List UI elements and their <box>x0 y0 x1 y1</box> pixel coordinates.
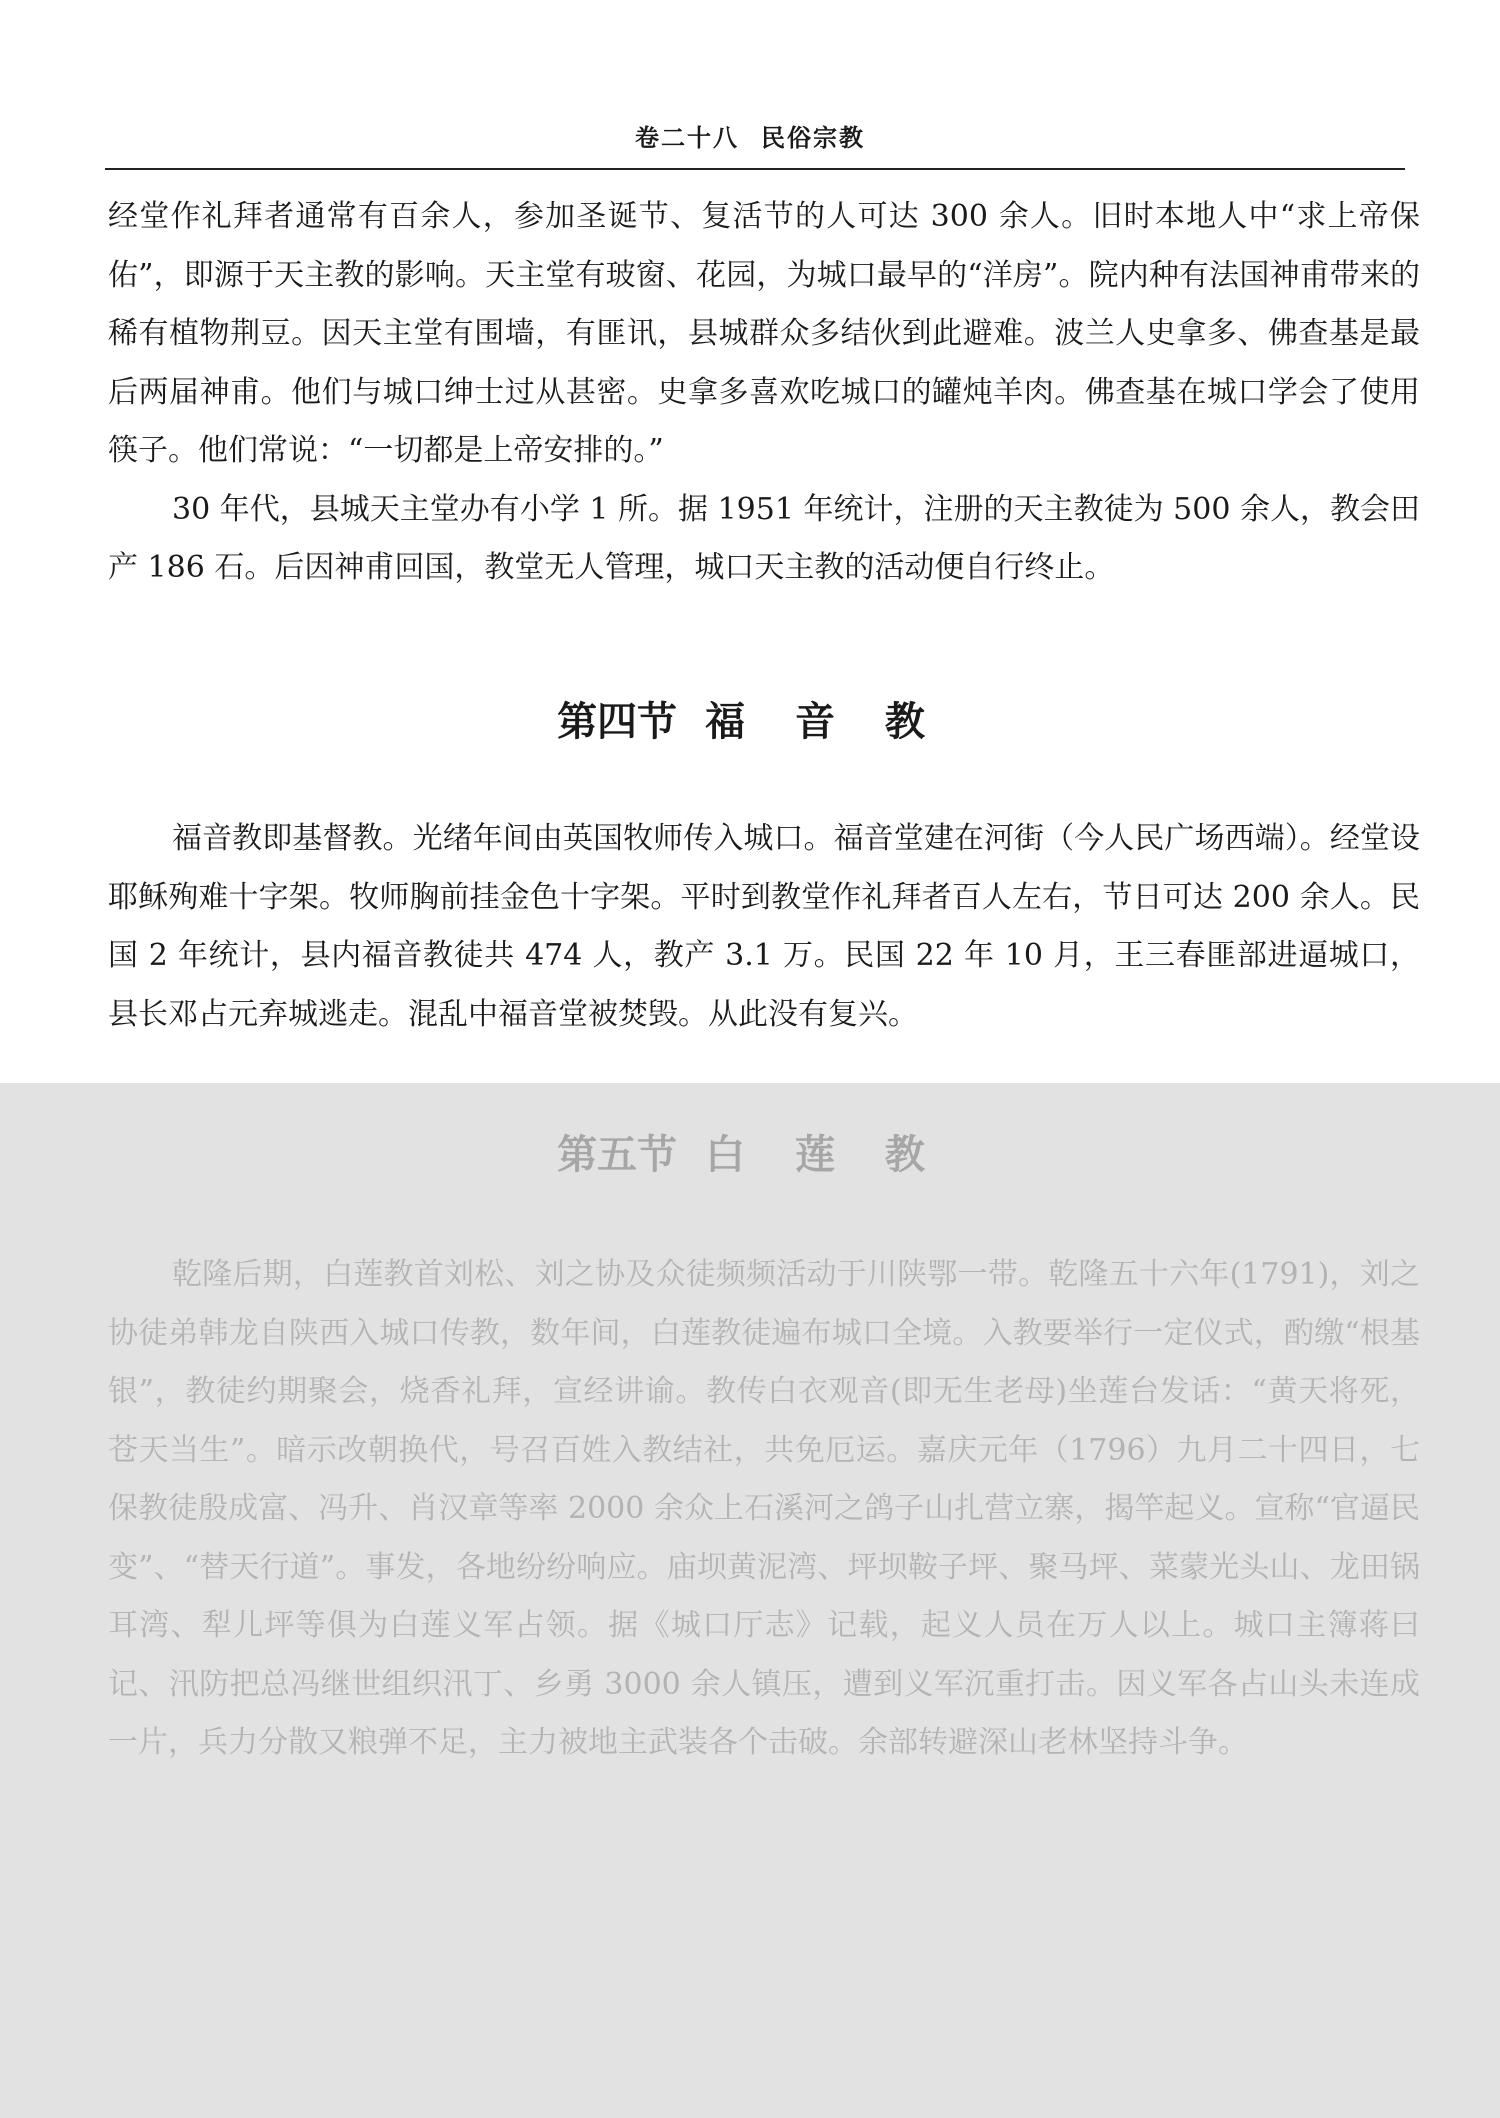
section4-body <box>108 810 1420 1044</box>
running-head-volume: 卷二十八 <box>635 123 739 152</box>
section5-title: 白 莲 教 <box>705 1131 943 1178</box>
running-head-title: 民俗宗教 <box>761 123 865 152</box>
running-head <box>0 118 1500 153</box>
paragraph-catholic-end: 30 年代，县城天主堂办有小学 1 所。据 1951 年统计，注册的天主教徒为 500 余人，教会田产 186 石。后因神甫回国，教堂无人管理，城口天主教的活动便自行终止。 <box>108 491 1420 585</box>
section5-paragraph: 乾隆后期，白莲教首刘松、刘之协及众徒频频活动于川陕鄂一带。乾隆五十六年(1791)，刘之协徒弟韩龙自陕西入城口传教，数年间，白莲教徒遍布城口全境。入教要举行一定仪式，酌缴“根基银”，教徒约期聚会，烧香礼拜，宣经讲谕。教传白衣观音(即无生老母)坐莲台发话：“黄天将死，苍天当生”。暗示改朝换代，号召百姓入教结社，共免厄运。嘉庆元年（1796）九月二十四日，七保教徒殷成富、冯升、肖汉章等率 2000 余众上石溪河之鸽子山扎营立寨，揭竿起义。宣称“官逼民变”、“替天行道”。事发，各地纷纷响应。庙坝黄泥湾、坪坝鞍子坪、聚马坪、菜蒙光头山、龙田锅耳湾、犁儿坪等俱为白莲义军占领。据《城口厅志》记载，起义人员在万人以上。城口主簿蒋曰记、汛防把总冯继世组织汛丁、乡勇 3000 余人镇压，遭到义军沉重打击。因义军各占山头未连成一片，兵力分散又粮弹不足，主力被地主武装各个击破。余部转避深山老林坚持斗争。 <box>108 1257 1420 1760</box>
section4-paragraph: 福音教即基督教。光绪年间由英国牧师传入城口。福音堂建在河街（今人民广场西端）。经堂设耶稣殉难十字架。牧师胸前挂金色十字架。平时到教堂作礼拜者百人左右，节日可达 200 余人。民国 2 年统计，县内福音教徒共 474 人，教产 3.1 万。民国 22 年 10 月，王三春匪部进逼城口，县长邓占元弃城逃走。混乱中福音堂被焚毁。从此没有复兴。 <box>108 821 1420 1032</box>
header-rule <box>105 168 1405 170</box>
section4-heading <box>0 690 1500 747</box>
continued-text <box>108 188 1420 598</box>
section5-number: 第五节 <box>557 1131 678 1178</box>
paragraph-catholic-church: 经堂作礼拜者通常有百余人，参加圣诞节、复活节的人可达 300 余人。旧时本地人中“求上帝保佑”，即源于天主教的影响。天主堂有玻窗、花园，为城口最早的“洋房”。院内种有法国神甫带来的稀有植物荆豆。因天主堂有围墙，有匪讯，县城群众多结伙到此避难。波兰人史拿多、佛查基是最后两届神甫。他们与城口绅士过从甚密。史拿多喜欢吃城口的罐炖羊肉。佛查基在城口学会了使用筷子。他们常说：“一切都是上帝安排的。” <box>108 199 1420 468</box>
section4-title: 福 音 教 <box>705 698 943 745</box>
section5-body <box>108 1246 1420 1773</box>
section5-heading <box>0 1123 1500 1180</box>
section4-number: 第四节 <box>557 698 678 745</box>
faded-lower-section <box>0 1083 1500 2118</box>
